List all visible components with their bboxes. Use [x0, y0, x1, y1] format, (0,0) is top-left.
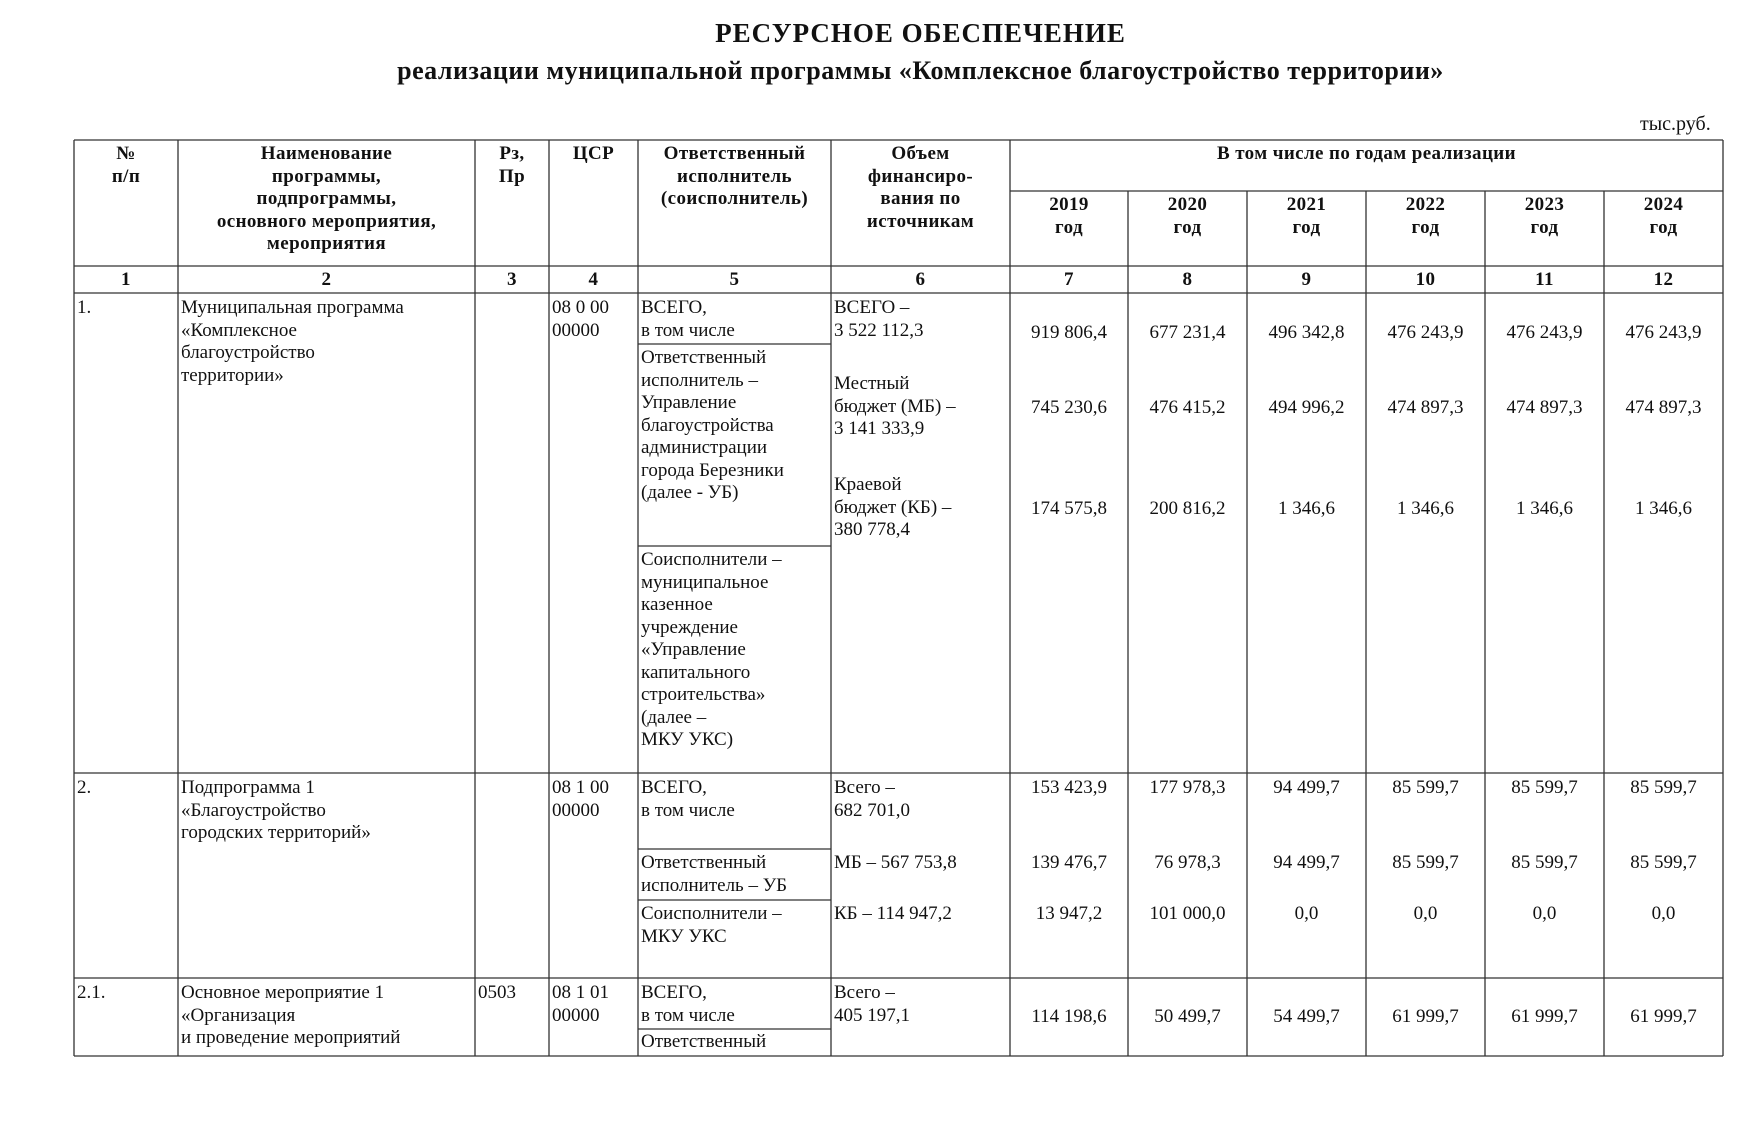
row1-mb-2021: 494 996,2 [1268, 397, 1345, 418]
row2-kb-2021: 0,0 [1294, 903, 1319, 924]
units-label: тыс.руб. [1640, 113, 1711, 135]
row2-number: 2. [77, 777, 92, 798]
row3-total-2020: 50 499,7 [1154, 1006, 1221, 1027]
row1-total-2020: 677 231,4 [1149, 322, 1226, 343]
header-col-number: № п/п [111, 143, 141, 187]
row2-mb-2022: 85 599,7 [1392, 852, 1459, 873]
col-number-5: 5 [729, 269, 740, 290]
row1-total-2021: 496 342,8 [1268, 322, 1345, 343]
row1-kb-2019: 174 575,8 [1031, 498, 1107, 519]
row2-csr: 08 1 00 00000 [552, 777, 609, 821]
col-number-4: 4 [588, 269, 599, 290]
header-year-2023: 2023 год [1524, 194, 1565, 238]
header-col-csr: ЦСР [572, 143, 615, 164]
col-number-7: 7 [1064, 269, 1074, 290]
col-number-2: 2 [321, 269, 332, 290]
header-year-2021: 2021 год [1286, 194, 1327, 238]
row3-total-2019: 114 198,6 [1031, 1006, 1107, 1027]
col-number-1: 1 [121, 269, 131, 290]
row1-mb-2023: 474 897,3 [1506, 397, 1583, 418]
row2-kb-2023: 0,0 [1532, 903, 1557, 924]
row1-volume-mb: Местный бюджет (МБ) – 3 141 333,9 [834, 373, 956, 439]
col-number-8: 8 [1182, 269, 1193, 290]
row2-mb-2024: 85 599,7 [1630, 852, 1697, 873]
row1-mb-2019: 745 230,6 [1031, 397, 1107, 418]
col-number-12: 12 [1653, 269, 1674, 290]
row3-name: Основное мероприятие 1 «Организация и проведение мероприятий [181, 982, 401, 1048]
row1-mb-2022: 474 897,3 [1387, 397, 1464, 418]
row3-rz: 0503 [478, 982, 516, 1003]
row2-mb-2023: 85 599,7 [1511, 852, 1578, 873]
row2-total-2023: 85 599,7 [1511, 777, 1578, 798]
row2-exec-coexecutors: Соисполнители – МКУ УКС [641, 903, 782, 947]
header-col-rz: Рз, Пр [498, 143, 526, 187]
row1-total-2024: 476 243,9 [1625, 322, 1702, 343]
row2-exec-total: ВСЕГО, в том числе [641, 777, 735, 821]
row1-exec-responsible: Ответственный исполнитель – Управление благоустройства администрации города Березники (далее - УБ) [641, 347, 784, 503]
col-number-11: 11 [1535, 269, 1554, 290]
row2-volume-kb: КБ – 114 947,2 [834, 903, 952, 924]
header-col-executor: Ответственный исполнитель (соисполнитель) [660, 143, 809, 209]
row2-exec-responsible: Ответственный исполнитель – УБ [641, 852, 788, 896]
row1-kb-2021: 1 346,6 [1278, 498, 1335, 519]
row2-total-2020: 177 978,3 [1149, 777, 1226, 798]
row3-exec-total: ВСЕГО, в том числе [641, 982, 735, 1026]
row1-exec-coexecutors: Соисполнители – муниципальное казенное учреждение «Управление капитального строительства» (далее – МКУ УКС) [641, 549, 782, 750]
row1-kb-2024: 1 346,6 [1635, 498, 1692, 519]
row1-mb-2020: 476 415,2 [1149, 397, 1226, 418]
col-number-9: 9 [1301, 269, 1312, 290]
row1-total-2019: 919 806,4 [1031, 322, 1107, 343]
header-col-volume: Объем финансиро- вания по источникам [866, 143, 975, 232]
row1-kb-2020: 200 816,2 [1149, 498, 1226, 519]
document-subtitle: реализации муниципальной программы «Комплексное благоустройство территории» [397, 56, 1444, 85]
row2-kb-2024: 0,0 [1651, 903, 1676, 924]
row1-volume-total: ВСЕГО – 3 522 112,3 [834, 297, 924, 341]
row3-volume-total: Всего – 405 197,1 [834, 982, 910, 1026]
row3-total-2023: 61 999,7 [1511, 1006, 1578, 1027]
row1-name: Муниципальная программа «Комплексное благоустройство территории» [181, 297, 404, 386]
col-number-10: 10 [1415, 269, 1436, 290]
row2-name: Подпрограмма 1 «Благоустройство городских территорий» [181, 777, 371, 843]
header-year-2020: 2020 год [1167, 194, 1208, 238]
row1-exec-total: ВСЕГО, в том числе [641, 297, 735, 341]
row1-kb-2023: 1 346,6 [1516, 498, 1573, 519]
row1-total-2023: 476 243,9 [1506, 322, 1583, 343]
row1-number: 1. [77, 297, 92, 318]
header-years-group: В том числе по годам реализации [1216, 143, 1517, 164]
header-col-name: Наименование программы, подпрограммы, основного мероприятия, мероприятия [216, 143, 437, 254]
row2-mb-2021: 94 499,7 [1273, 852, 1340, 873]
row3-csr: 08 1 01 00000 [552, 982, 609, 1026]
row2-kb-2020: 101 000,0 [1149, 903, 1226, 924]
row1-volume-kb: Краевой бюджет (КБ) – 380 778,4 [834, 474, 952, 540]
row2-volume-total: Всего – 682 701,0 [834, 777, 910, 821]
row2-total-2022: 85 599,7 [1392, 777, 1459, 798]
row2-mb-2020: 76 978,3 [1154, 852, 1221, 873]
row3-total-2022: 61 999,7 [1392, 1006, 1459, 1027]
header-year-2024: 2024 год [1643, 194, 1684, 238]
row2-volume-mb: МБ – 567 753,8 [834, 852, 957, 873]
header-year-2019: 2019 год [1049, 194, 1089, 238]
col-number-6: 6 [915, 269, 926, 290]
row1-total-2022: 476 243,9 [1387, 322, 1464, 343]
row3-number: 2.1. [77, 982, 106, 1003]
row1-mb-2024: 474 897,3 [1625, 397, 1702, 418]
document-title: РЕСУРСНОЕ ОБЕСПЕЧЕНИЕ [715, 18, 1126, 48]
header-year-2022: 2022 год [1405, 194, 1446, 238]
row3-total-2021: 54 499,7 [1273, 1006, 1340, 1027]
row2-total-2024: 85 599,7 [1630, 777, 1697, 798]
row2-total-2019: 153 423,9 [1031, 777, 1107, 798]
row3-exec-responsible: Ответственный [641, 1031, 767, 1052]
row2-total-2021: 94 499,7 [1273, 777, 1340, 798]
row2-mb-2019: 139 476,7 [1031, 852, 1107, 873]
row2-kb-2022: 0,0 [1413, 903, 1438, 924]
row1-csr: 08 0 00 00000 [552, 297, 609, 341]
row3-total-2024: 61 999,7 [1630, 1006, 1697, 1027]
col-number-3: 3 [507, 269, 517, 290]
row1-kb-2022: 1 346,6 [1397, 498, 1454, 519]
row2-kb-2019: 13 947,2 [1035, 903, 1103, 924]
